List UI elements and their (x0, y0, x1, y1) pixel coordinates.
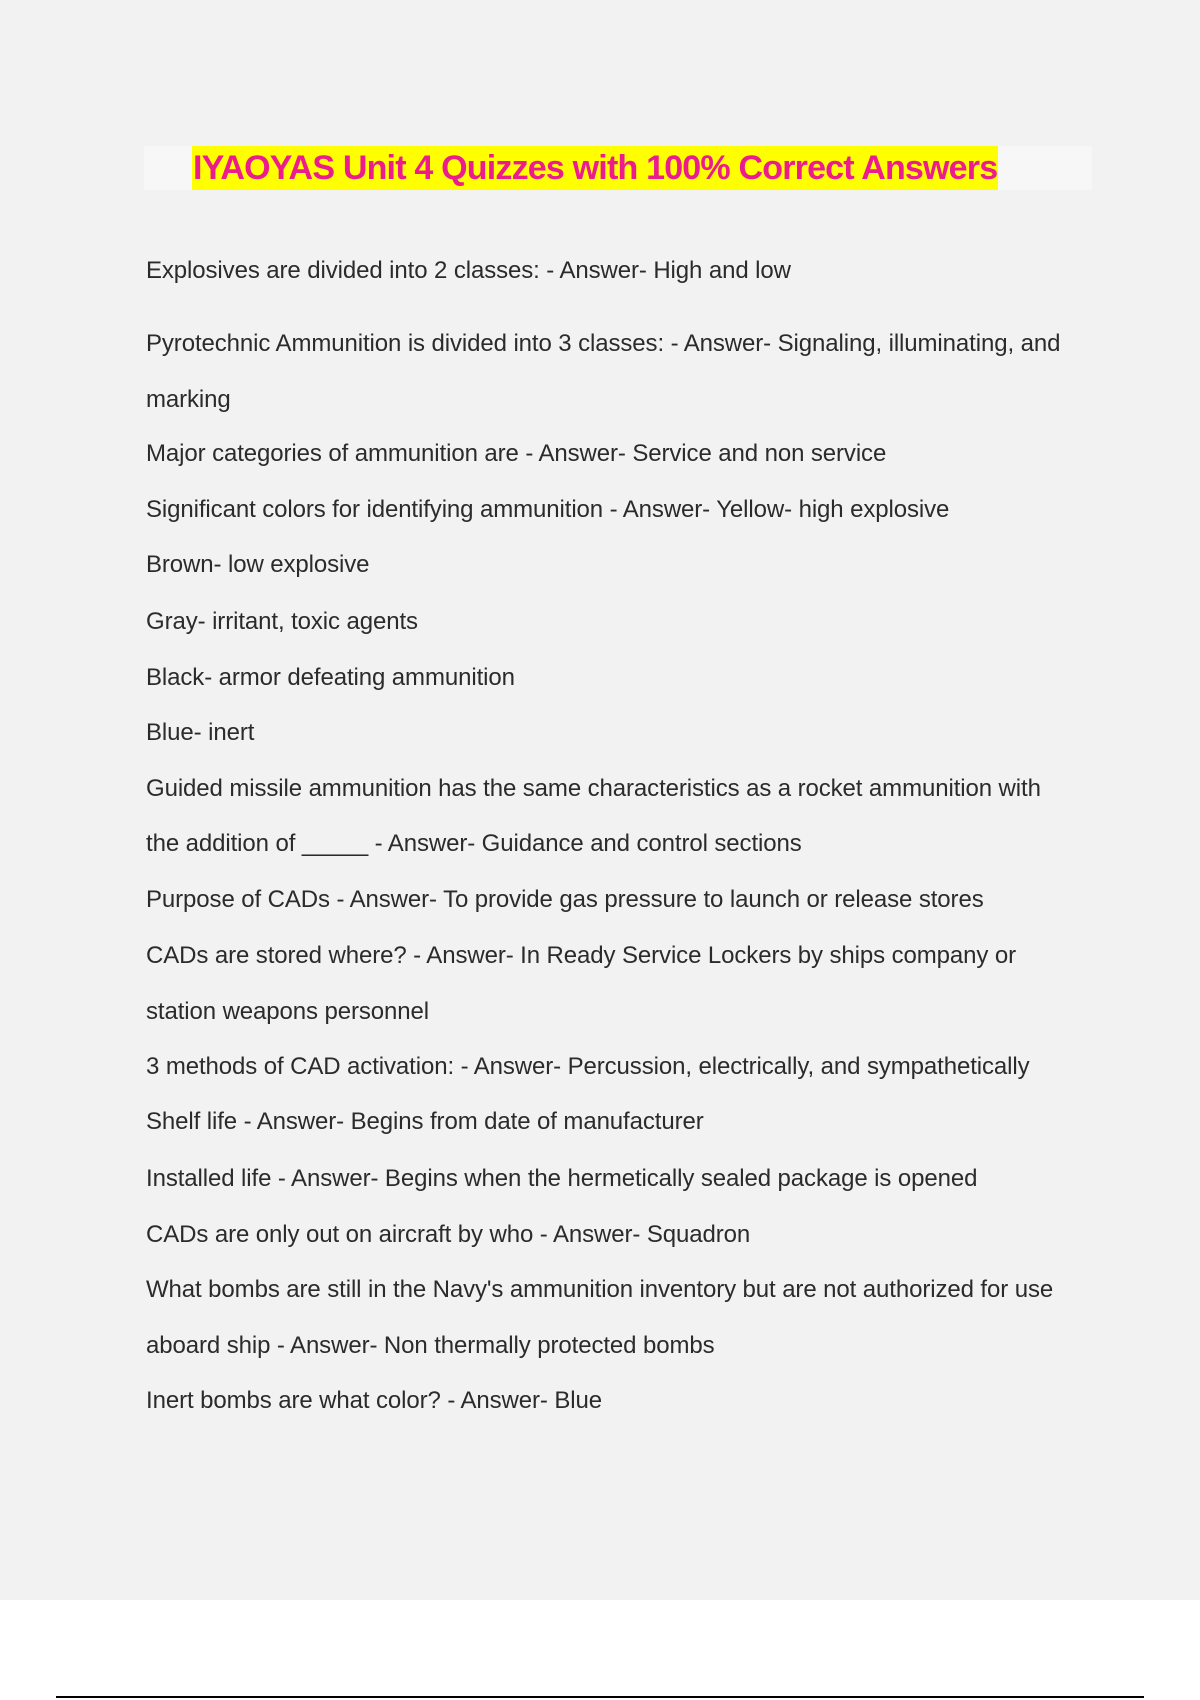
text-line-7: Gray- irritant, toxic agents (146, 608, 418, 635)
text-line-20: aboard ship - Answer- Non thermally protected bombs (146, 1332, 715, 1359)
text-line-8: Black- armor defeating ammunition (146, 664, 515, 691)
text-line-15: 3 methods of CAD activation: - Answer- Percussion, electrically, and sympathetically (146, 1053, 1030, 1080)
text-line-21: Inert bombs are what color? - Answer- Blue (146, 1387, 603, 1414)
text-line-16: Shelf life - Answer- Begins from date of manufacturer (146, 1108, 704, 1135)
text-line-1: Explosives are divided into 2 classes: - Answer- High and low (146, 257, 791, 284)
text-line-2: Pyrotechnic Ammunition is divided into 3 classes: - Answer- Signaling, illuminating, and (146, 330, 1061, 357)
text-line-13: CADs are stored where? - Answer- In Ready Service Lockers by ships company or (146, 942, 1016, 969)
text-line-18: CADs are only out on aircraft by who - Answer- Squadron (146, 1221, 751, 1248)
footer-divider (56, 1696, 1144, 1698)
text-line-3: marking (146, 386, 231, 413)
document-title: IYAOYAS Unit 4 Quizzes with 100% Correct Answers (192, 146, 998, 190)
text-line-19: What bombs are still in the Navy's ammunition inventory but are not authorized for use (146, 1276, 1054, 1303)
text-line-10: Guided missile ammunition has the same characteristics as a rocket ammunition with (146, 775, 1041, 802)
text-line-12: Purpose of CADs - Answer- To provide gas pressure to launch or release stores (146, 886, 984, 913)
text-line-17: Installed life - Answer- Begins when the hermetically sealed package is opened (146, 1165, 978, 1192)
text-line-6: Brown- low explosive (146, 551, 370, 578)
text-line-14: station weapons personnel (146, 998, 430, 1025)
text-line-9: Blue- inert (146, 719, 255, 746)
text-line-4: Major categories of ammunition are - Answer- Service and non service (146, 440, 887, 467)
text-line-5: Significant colors for identifying ammunition - Answer- Yellow- high explosive (146, 496, 950, 523)
text-line-11: the addition of _____ - Answer- Guidance and control sections (146, 830, 802, 857)
